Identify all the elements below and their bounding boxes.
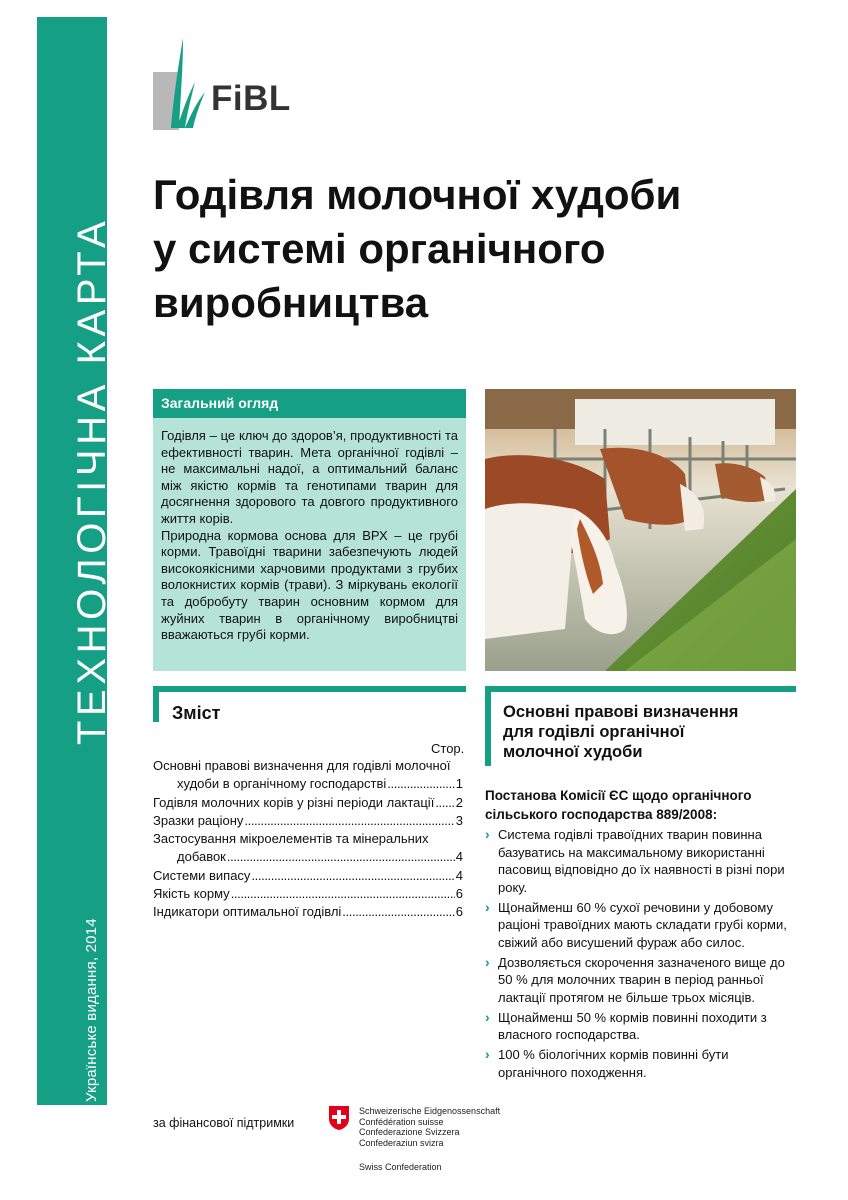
legal-heading (503, 702, 738, 762)
chevron-right-icon: › (485, 826, 490, 842)
swiss-confederation-label: Swiss Confederation (359, 1162, 442, 1172)
logo-text: FiBL (211, 79, 291, 118)
list-item (485, 1046, 790, 1081)
toc-item[interactable] (153, 867, 463, 885)
toc-side-rule (153, 686, 159, 722)
toc-page-number: 6 (455, 904, 463, 920)
toc-leader (342, 903, 454, 921)
swiss-name-line: Confederaziun svizra (359, 1137, 444, 1148)
chevron-right-icon: › (485, 1008, 490, 1025)
page-title (153, 168, 681, 330)
toc-page-number: 1 (455, 776, 463, 792)
toc-item-line: Основні правові визначення для годівлі молочної (153, 758, 451, 773)
legal-top-rule (485, 686, 796, 692)
toc-item-line: Годівля молочних корів у різні періоди лактації (153, 794, 435, 810)
toc-item-line: Системи випасу (153, 867, 251, 883)
list-item (485, 1009, 790, 1044)
toc-leader (231, 885, 455, 903)
swiss-federal-names (359, 1106, 500, 1148)
toc-item[interactable] (153, 812, 463, 830)
toc-page-number: 2 (455, 794, 463, 810)
bullet-text: Дозволяється скорочення зазначеного вище до 50 % для молочних тварин в період ранньої лактації протягом не більше трьох місяців. (498, 954, 785, 1005)
list-item (485, 899, 790, 952)
toc-heading: Зміст (172, 703, 221, 723)
bullet-text: Щонайменш 60 % сухої речовини у добовому раціоні травоїдних мають складати грубі корми, свіжий або висушений фураж або силос. (498, 899, 787, 950)
toc-page-number: 4 (455, 849, 463, 865)
toc-item-line: добавок (177, 849, 226, 865)
toc-leader (227, 848, 455, 866)
title-line-1: Годівля молочної худоби (153, 171, 682, 218)
toc-page-number: 6 (455, 886, 463, 902)
legal-heading-line-1: Основні правові визначення (503, 703, 739, 721)
swiss-name-line: Schweizerische Eidgenossenschaft (359, 1106, 501, 1116)
chevron-right-icon: › (485, 1046, 490, 1063)
chevron-right-icon: › (485, 898, 490, 915)
chevron-right-icon: › (485, 953, 490, 970)
toc-item[interactable] (153, 885, 463, 903)
overview-body (153, 418, 466, 644)
toc-top-rule (153, 686, 466, 692)
legal-bullet-list (485, 826, 790, 1084)
legal-heading-line-2: для годівлі органічної (503, 723, 685, 741)
bullet-text: 100 % біологічних кормів повинні бути органічного походження. (498, 1047, 729, 1080)
toc-leader (244, 812, 454, 830)
legal-side-rule (485, 686, 491, 766)
toc-page-number: 4 (455, 867, 463, 883)
toc-item[interactable] (153, 903, 463, 921)
legal-heading-line-3: молочної худоби (503, 743, 643, 761)
overview-paragraph-2: Природна кормова основа для ВРХ – це грубі корми. Травоїдні тварини забезпечують людей високоякісними харчовими продуктами з грубих волокнистих кормів (трави). З міркувань екології та добробуту тварин основним кормом для жуйних тварин в органічному виробництві вважаються грубі корми. (161, 527, 458, 643)
edition-label: Українське видання, 2014 (83, 918, 100, 1102)
toc-page-number: 3 (455, 812, 463, 828)
toc-leader (251, 867, 454, 885)
swiss-name-line: Confédération suisse (359, 1116, 444, 1127)
toc-item[interactable] (153, 757, 463, 794)
bullet-text: Щонайменш 50 % кормів повинні походити з власного господарства. (498, 1009, 767, 1043)
swiss-name-line: Confederazione Svizzera (359, 1127, 460, 1138)
list-item (485, 826, 790, 896)
overview-heading: Загальний огляд (153, 389, 466, 418)
toc-item[interactable] (153, 830, 463, 867)
toc-leader (387, 775, 454, 793)
legal-subheading: Постанова Комісії ЄС щодо органічного сільського господарства 889/2008: (485, 788, 752, 822)
toc-item-line: худоби в органічному господарстві (177, 776, 387, 792)
toc-item-line: Застосування мікроелементів та мінеральних (153, 831, 429, 847)
toc-item-line: Якість корму (153, 886, 230, 902)
sidebar-title: ТЕХНОЛОГІЧНА КАРТА (70, 216, 114, 745)
toc-item-line: Індикатори оптимальної годівлі (153, 904, 342, 920)
bullet-text: Система годівлі травоїдних тварин повинна базуватись на максимальному використанні пасовищ відповідно до їх наявності в різні пори року. (498, 827, 785, 895)
toc-leader (435, 794, 454, 812)
toc-item-line: Зразки раціону (153, 812, 244, 828)
swiss-flag-icon (328, 1105, 350, 1131)
overview-paragraph-1: Годівля – це ключ до здоров’я, продуктивності та ефективності тварин. Мета органічної годівлі – не максимальні надої, а оптимальний баланс між якістю кормів та генотипами тварин для досягнення здорового та довгого продуктивного життя корів. (161, 428, 458, 526)
toc-item[interactable] (153, 794, 463, 812)
overview-box (153, 389, 466, 671)
title-line-2: у системі органічного (153, 225, 606, 272)
title-line-3: виробництва (153, 279, 429, 326)
toc-list (153, 757, 463, 922)
toc-page-label: Стор. (431, 741, 465, 756)
support-label: за фінансової підтримки (153, 1116, 295, 1130)
list-item (485, 954, 790, 1007)
cows-feeding-photo (485, 389, 796, 671)
